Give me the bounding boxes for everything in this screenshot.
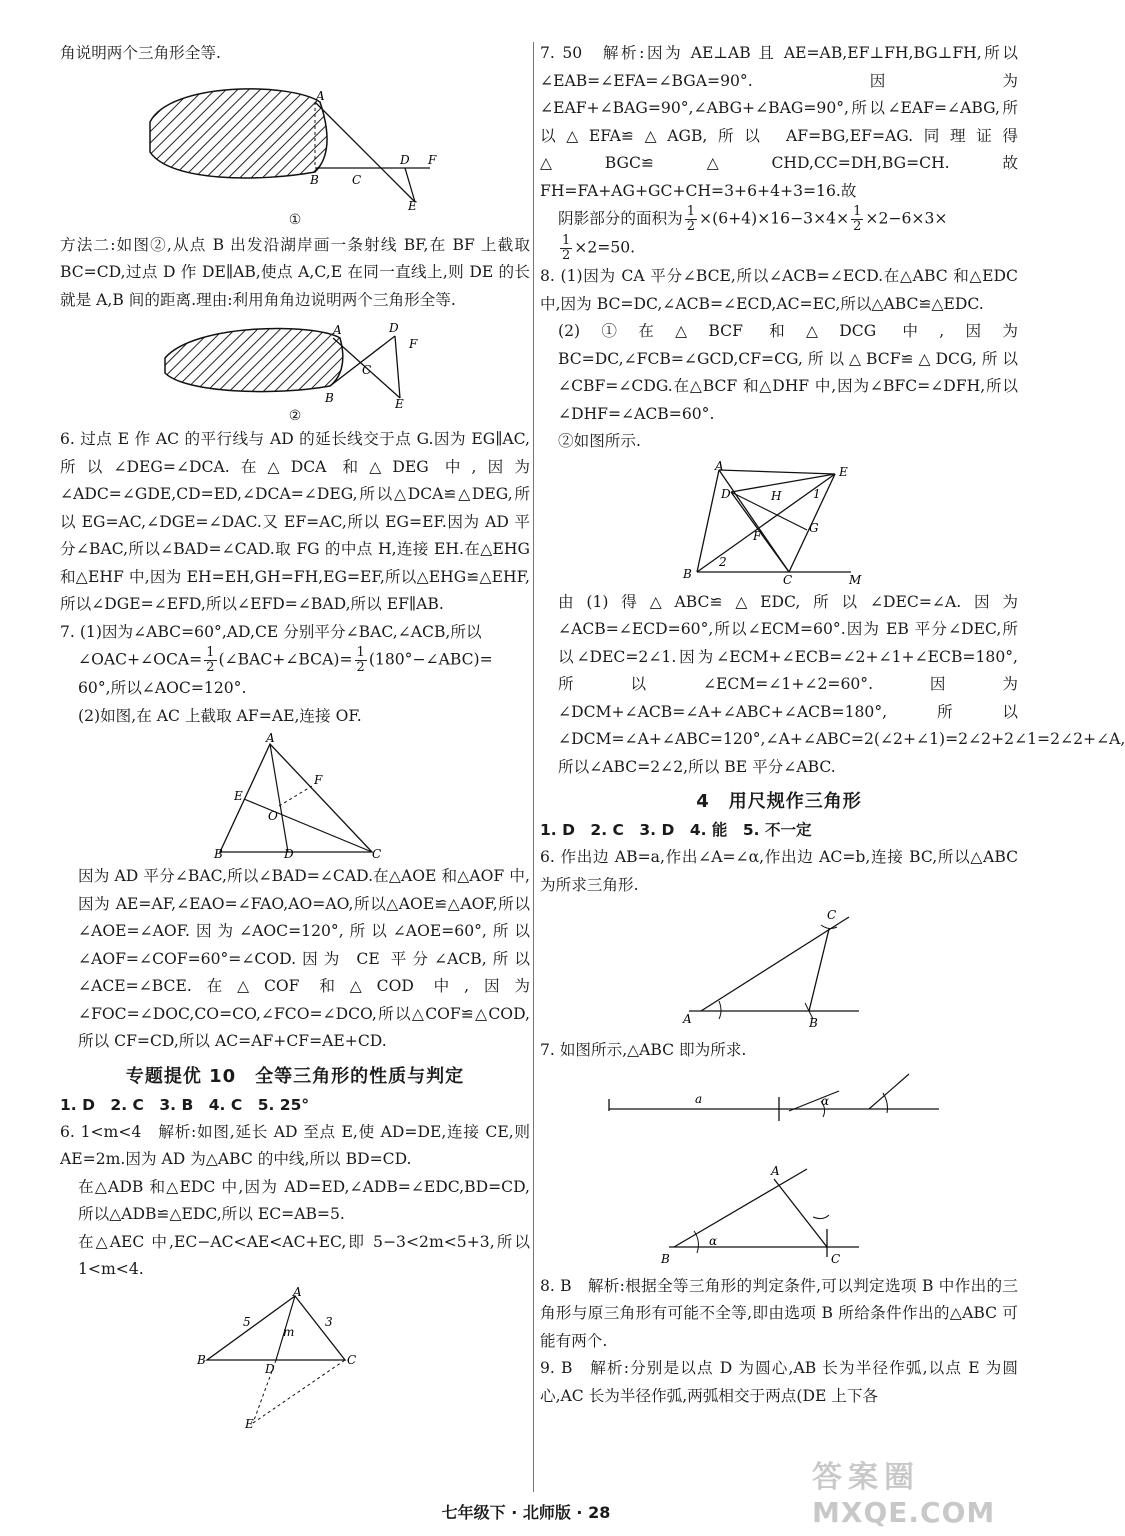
- answers-right: 1. D 2. C 3. D 4. 能 5. 不一定: [540, 821, 812, 839]
- r-q8b: 8. B 解析:根据全等三角形的判定条件,可以判定选项 B 中作出的三角形与原三角形有可能不全等,即由选项 B 所给条件作出的△ABC 可能有两个.: [540, 1276, 1018, 1350]
- f7-label-C: C: [831, 1251, 841, 1266]
- page-footer: 七年级下 · 北师版 · 28: [441, 1503, 611, 1522]
- q7-formula: ∠OAC+∠OCA= $\frac{1}{2}$ (∠BAC+∠BCA)= $\frac{1}{2}$ (180°−∠ABC)=: [78, 645, 493, 675]
- f2-label-C: C: [362, 363, 372, 377]
- f4-label-5: 5: [243, 1314, 251, 1329]
- f3-label-E: E: [234, 789, 243, 803]
- f3-label-B: B: [214, 847, 223, 861]
- method2-text: 方法二:如图②,从点 B 出发沿湖岸画一条射线 BF,在 BF 上截取 BC=CD,过点 D 作 DE∥AB,使点 A,C,E 在同一直线上,则 DE 的长就是 A,B 间的距离.理由:利用角角边说明两个三角形全等.: [60, 235, 530, 309]
- figure-abced: [679, 460, 879, 585]
- f3-label-C: C: [372, 847, 382, 861]
- section-title-left: 专题提优 10 全等三角形的性质与判定: [125, 1065, 465, 1087]
- answers-left: 1. D 2. C 3. B 4. C 5. 25°: [60, 1095, 310, 1114]
- r-q8-3: ②如图所示.: [558, 432, 641, 450]
- q7-part2-body: 因为 AD 平分∠BAC,所以∠BAD=∠CAD.在△AOE 和△AOF 中,因为 AE=AF,∠EAO=∠FAO,AO=AO,所以△AOE≌△AOF,所以∠AOE=∠AOF.因为∠AOC=120°,所以∠AOE=60°,所以∠AOF=∠COF=60°=∠COD.因为 CE 平分∠ACB,所以∠ACE=∠BCE.在△COF 和△COD 中,因为∠FOC=∠DOC,CO=CO,∠FCO=∠DCO,所以△COF≌△COD,所以 CF=CD,所以 AC=AF+CF=AE+CD.: [78, 867, 530, 1050]
- f7-label-B: B: [661, 1251, 670, 1266]
- f5-label-E: E: [839, 464, 848, 479]
- r-q8-body: 由(1)得△ABC≌△EDC,所以∠DEC=∠A.因为∠ACB=∠ECD=60°,所以∠ECM=60°.因为 EB 平分∠DEC,所以∠DEC=2∠1.因为∠ECM+∠ECB=∠2+∠1+∠ECB=180°,所以∠ECM=∠1+∠2=60°.因为∠DCM+∠ACB=∠A+∠ABC+∠ACB=180°,所以∠DCM=∠A+∠ABC=120°,∠A+∠ABC=2(∠2+∠1)=2∠2+2∠1=2∠2+∠A,所以∠ABC=2∠2,所以 BE 平分∠ABC.: [558, 592, 1125, 776]
- f1-label-A: A: [316, 88, 325, 103]
- f4-label-m: m: [283, 1324, 295, 1339]
- f4-label-E: E: [245, 1416, 254, 1431]
- f7-label-a: a: [695, 1091, 703, 1106]
- lake-shape: [150, 88, 327, 177]
- f5-label-F: F: [753, 528, 762, 543]
- fig2-caption: ②: [288, 408, 302, 424]
- q6b-text: 6. 1<m<4 解析:如图,延长 AD 至点 E,使 AD=DE,连接 CE,则 AE=2m.因为 AD 为△ABC 的中线,所以 BD=CD.: [60, 1122, 530, 1168]
- f1-label-B: B: [310, 172, 319, 187]
- f3-label-D: D: [284, 847, 294, 861]
- f6-label-A: A: [683, 1012, 692, 1026]
- f2-label-A: A: [333, 323, 342, 337]
- f3-label-F: F: [314, 773, 323, 787]
- section-title-right: 4 用尺规作三角形: [696, 791, 862, 812]
- f6-label-C: C: [827, 908, 837, 922]
- r-q6: 6. 作出边 AB=a,作出∠A=∠α,作出边 AC=b,连接 BC,所以△ABC 为所求三角形.: [540, 848, 1018, 894]
- intro-text: 角说明两个三角形全等.: [60, 44, 221, 62]
- f5-label-H: H: [771, 488, 782, 503]
- figure-construct-abc: [679, 903, 879, 1033]
- f4-label-C: C: [347, 1352, 357, 1367]
- f2-label-B: B: [325, 391, 334, 405]
- right-column: [540, 40, 1125, 1410]
- column-divider: [533, 42, 534, 1492]
- q6b-text-2: 在△ADB 和△EDC 中,因为 AD=ED,∠ADB=∠EDC,BD=CD,所以△ADB≌△EDC,所以 EC=AB=5.: [78, 1177, 530, 1223]
- q7-part2: (2)如图,在 AC 上截取 AF=AE,连接 OF.: [78, 706, 362, 725]
- f5-label-B: B: [683, 566, 692, 581]
- figure-lake-1: [130, 72, 460, 212]
- f7-label-alpha-2: α: [709, 1233, 718, 1248]
- r-q8-2: (2)①在△BCF 和△DCG 中,因为 BC=DC,∠FCB=∠GCD,CF=CG,所以△BCF≌△DCG,所以∠CBF=∠CDG.在△BCF 和△DHF 中,因为∠BFC=∠DFH,所以∠DHF=∠ACB=60°.: [558, 322, 1018, 423]
- f5-label-M: M: [849, 572, 862, 587]
- r-q8-1: 8. (1)因为 CA 平分∠BCE,所以∠ACB=∠ECD.在△ABC 和△EDC 中,因为 BC=DC,∠ACB=∠ECD,AC=EC,所以△ABC≌△EDC.: [540, 267, 1018, 313]
- f7-label-alpha-1: α: [821, 1093, 830, 1108]
- figure-lake-2: [155, 318, 435, 411]
- f7-label-A: A: [771, 1163, 780, 1178]
- r-q7-area: 阴影部分的面积为 $\frac{1}{2}$ ×(6+4)×16−3×4× $\frac{1}{2}$ ×2−6×3×: [558, 204, 948, 234]
- f3-label-O: O: [268, 809, 278, 823]
- figure-median: [195, 1284, 395, 1431]
- f1-label-C: C: [352, 172, 362, 187]
- fig1-caption: ①: [288, 211, 302, 228]
- f5-label-C: C: [783, 572, 793, 587]
- f5-label-G: G: [809, 520, 819, 535]
- f4-label-3: 3: [325, 1314, 333, 1329]
- q6-text: 6. 过点 E 作 AC 的平行线与 AD 的延长线交于点 G.因为 EG∥AC,所以∠DEG=∠DCA.在△DCA 和△DEG 中,因为∠ADC=∠GDE,CD=ED,∠DCA=∠DEG,所以△DCA≌△DEG,所以 EG=AC,∠DGE=∠DAC.又 EF=AC,所以 EG=EF.因为 AD 平分∠BAC,所以∠BAD=∠CAD.取 FG 的中点 H,连接 EH.在△EHG 和△EHF 中,因为 EH=EH,GH=FH,EG=EF,所以△EHG≌△EHF,所以∠DGE=∠EFD,所以∠EFD=∠BAD,所以 EF∥AB.: [60, 430, 530, 613]
- r-q7-text: 7. 50 解析:因为 AE⊥AB 且 AE=AB,EF⊥FH,BG⊥FH,所以∠EAB=∠EFA=∠BGA=90°.因为∠EAF+∠BAG=90°,∠ABG+∠BAG=90°,所以∠EAF=∠ABG,所以△EFA≌△AGB,所以 AF=BG,EF=AG.同理证得△BGC≌△CHD,CC=DH,BG=CH.故 FH=FA+AG+GC+CH=3+6+4+3=16.故: [540, 44, 1018, 200]
- f4-label-D: D: [265, 1361, 275, 1376]
- r-q9: 9. B 解析:分别是以点 D 为圆心,AB 长为半径作弧,以点 E 为圆心,AC 长为半径作弧,两弧相交于两点(DE 上下各: [540, 1359, 1018, 1405]
- f2-label-D: D: [389, 321, 399, 335]
- f1-label-E: E: [408, 198, 417, 213]
- f5-label-D: D: [721, 486, 731, 501]
- figure-construct-abc-2: [599, 1069, 959, 1269]
- f3-label-A: A: [266, 731, 275, 745]
- f5-label-1: 1: [813, 486, 821, 501]
- r-q7b: 7. 如图所示,△ABC 即为所求.: [540, 1041, 747, 1059]
- f5-label-2: 2: [719, 554, 727, 569]
- q7-part1: 7. (1)因为∠ABC=60°,AD,CE 分别平分∠BAC,∠ACB,所以: [60, 622, 482, 641]
- f1-label-D: D: [400, 152, 410, 167]
- f6-label-B: B: [809, 1016, 818, 1030]
- watermark: 答案圈 MXQE.COM: [812, 1460, 996, 1529]
- left-column: [60, 40, 530, 1432]
- f2-label-F: F: [409, 337, 418, 351]
- q7-part1-end: 60°,所以∠AOC=120°.: [78, 679, 247, 697]
- f1-label-F: F: [428, 152, 437, 167]
- f4-label-A: A: [293, 1284, 302, 1299]
- r-q7-area-end: $\frac{1}{2}$ ×2=50.: [562, 233, 636, 263]
- f5-label-A: A: [715, 458, 724, 473]
- q6b-text-3: 在△AEC 中,EC−AC<AE<AC+EC,即 5−3<2m<5+3,所以 1<m<4.: [78, 1232, 530, 1278]
- figure-triangle-aoc: [200, 731, 390, 861]
- f4-label-B: B: [197, 1352, 206, 1367]
- f2-label-E: E: [395, 397, 404, 411]
